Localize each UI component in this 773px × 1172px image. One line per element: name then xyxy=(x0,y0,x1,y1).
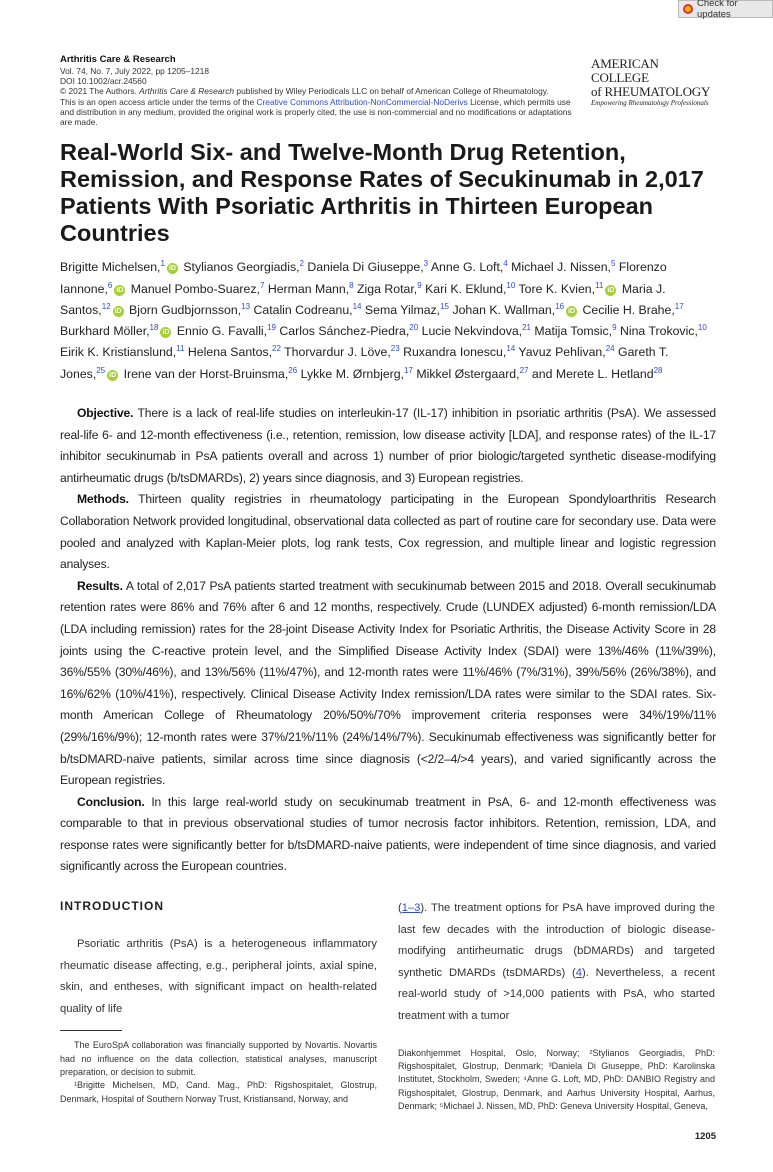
author-name: Ennio G. Favalli, xyxy=(176,324,268,339)
logo-line2: of RHEUMATOLOGY xyxy=(591,84,711,99)
author-name: Florenzo Iannone, xyxy=(60,260,667,296)
intro-text-2: . Nevertheless, a recent real-world study of >14,000 patients with PsA, who started treatment with a tumor xyxy=(398,966,715,1023)
article-title: Real-World Six- and Twelve-Month Drug Retention, Remission, and Response Rates of Secukinumab in 2,017 Patients With Psoriatic Arthritis in Thirteen European Countries xyxy=(60,139,704,247)
author-name: Cecilie H. Brahe, xyxy=(582,302,675,317)
license-link[interactable]: Creative Commons Attribution-NonCommercial-NoDerivs xyxy=(256,96,468,107)
author-affiliation[interactable]: 17 xyxy=(674,301,684,311)
author-name: Nina Trokovic, xyxy=(619,324,698,339)
abstract-results xyxy=(60,576,716,792)
intro-text: . The treatment options for PsA have improved during the last few decades with the introduction of biologic disease-modifying antirheumatic drugs (bDMARDs) and targeted synthetic DMARDs (tsDMARDs) xyxy=(398,902,715,979)
author-name: Ruxandra Ionescu, xyxy=(403,345,507,360)
journal-name: Arthritis Care & Research xyxy=(60,54,176,65)
author-affiliation[interactable]: 8 xyxy=(349,280,354,290)
author-affiliation[interactable]: 25 xyxy=(96,365,106,375)
author-name: Daniela Di Giuseppe, xyxy=(307,260,424,275)
author-affiliation[interactable]: 16 xyxy=(555,301,565,311)
footnotes-right: Diakonhjemmet Hospital, Oslo, Norway; ²Stylianos Georgiadis, PhD: Rigshospitalet, Glostrup, Denmark; ³Daniela Di Giuseppe, PhD: Karolinska Institutet, Stockholm, Sweden; ⁴Anne G. Loft, MD, PhD: DANBIO Registry and Rigshospitalet, Glostrup, Denmark, and Aarhus University Hospital, Aarhus, Denmark; ⁵Michael J. Nissen, MD, PhD: Geneva University Hospital, Geneva, xyxy=(398,1047,715,1111)
author-affiliation[interactable]: 10 xyxy=(506,280,516,290)
author-affiliation[interactable]: 15 xyxy=(440,301,450,311)
abstract-text: In this large real-world study on secukinumab treatment in PsA, 6- and 12-month effectiveness was comparable to that in previous observational studies of tumor necrosis factor inhibitors. Retention, remission, LDA, and response rates were significantly better for b/tsDMARD-naive patients, were independent of time since diagnosis, and varied significantly across the European countries. xyxy=(60,794,716,874)
author-name: Michael J. Nissen, xyxy=(511,260,611,275)
author-name: Mikkel Østergaard, xyxy=(416,366,520,381)
author-name: Johan K. Wallman, xyxy=(452,302,556,317)
abstract-objective xyxy=(60,403,716,489)
page-header xyxy=(60,54,716,127)
author-name: Manuel Pombo-Suarez, xyxy=(130,281,260,296)
orcid-icon[interactable]: iD xyxy=(568,307,576,315)
author-affiliation[interactable]: 19 xyxy=(267,323,276,333)
intro-paragraph: Psoriatic arthritis (PsA) is a heterogeneous inflammatory rheumatic disease affecting, e.g., peripheral joints, axial spine, skin, and entheses, with significant impact on health-related quality of life xyxy=(60,938,377,1015)
author-name: Ziga Rotar, xyxy=(357,281,418,296)
author-name: Carlos Sánchez-Piedra, xyxy=(279,324,410,339)
author-affiliation[interactable]: 9 xyxy=(612,323,617,333)
acr-logo xyxy=(591,57,716,107)
affiliation-note: ¹Brigitte Michelsen, MD, Cand. Mag., PhD: Rigshospitalet, Glostrup, Denmark, Hospital of Southern Norway Trust, Kristiansand, Norway, and xyxy=(60,1080,377,1104)
author-affiliation[interactable]: 7 xyxy=(259,280,265,290)
orcid-icon[interactable]: iD xyxy=(168,265,176,273)
author-affiliation[interactable]: 22 xyxy=(272,344,281,354)
author-name: Lucie Nekvindova, xyxy=(421,324,523,339)
author-affiliation[interactable]: 13 xyxy=(241,301,251,311)
orcid-icon[interactable]: iD xyxy=(116,286,124,294)
abstract-text: There is a lack of real-life studies on interleukin-17 (IL-17) inhibition in psoriatic arthritis (PsA). We assessed real-life 6- and 12-month effectiveness (i.e., retention, remission, low disease activity [LDA], and response rates) of the IL-17 inhibitor secukinumab in PsA patients overall and across 1) number of prior biologic/targeted synthetic disease-modifying antirheumatic drugs (b/tsDMARDs), 2) years since diagnosis, and 3) European registries. xyxy=(60,406,716,485)
left-column xyxy=(60,898,377,1113)
author-name: Catalin Codreanu, xyxy=(253,302,353,317)
author-name: Bjorn Gudbjornsson, xyxy=(129,302,242,317)
author-affiliation[interactable]: 5 xyxy=(610,259,616,269)
orcid-icon[interactable]: iD xyxy=(607,286,615,294)
citation-link[interactable]: 1–3 xyxy=(401,902,421,915)
author-name: Irene van der Horst-Bruinsma, xyxy=(123,366,289,381)
body-columns xyxy=(60,898,716,1113)
author-affiliation[interactable]: 18 xyxy=(149,323,159,333)
author-name: Tore K. Kvien, xyxy=(518,281,596,296)
author-affiliation[interactable]: 11 xyxy=(176,344,185,354)
body-column-left xyxy=(60,934,377,1020)
abstract-heading: Results. xyxy=(77,578,123,593)
author-affiliation[interactable]: 4 xyxy=(503,259,508,269)
author-affiliation[interactable]: 20 xyxy=(409,323,419,333)
abstract xyxy=(60,403,716,878)
body-column-right: (1–3). The treatment options for PsA have improved during the last few decades with the introduction of biologic disease-modifying antirheumatic drugs (bDMARDs) and targeted synthetic DMARDs (tsDMARDs) (4). Nevertheless, a recent real-world study of >14,000 patients with PsA, who started treatment with a tumor xyxy=(398,902,715,1023)
crossmark-icon xyxy=(683,4,693,14)
author-name: Gareth T. Jones, xyxy=(60,345,669,381)
abstract-text: A total of 2,017 PsA patients started treatment with secukinumab between 2015 and 2018. Overall secukinumab retention rates were 86% and 76% after 6 and 12 months, respectively. Crude (LUNDEX adjusted) 6-month remission/LDA (LDA including remission) rates for the 28-joint Disease Activity Index for Psoriatic Arthritis, the Disease Activity Score in 28 joints using the C-reactive protein level, and the Simplified Disease Activity Index (SDAI) were 13%/46% (11%/39%), 36%/55% (30%/46%), and 13%/56% (11%/47%), and 12-month rates were 11%/46% (7%/31%), 39%/56% (26%/38%), and 16%/62% (10%/41%), respectively. Clinical Disease Activity Index remission/LDA rates were similar to the SDAI rates. Six-month American College of Rheumatology 20%/50%/70% improvement criteria responses were 34%/19%/11% (29%/16%/9%); 12-month rates were 37%/21%/11% (24%/14%/7%). Secukinumab effectiveness was significantly better for b/tsDMARD-naive patients, similar across time since diagnosis (<2/2–4/>4 years), and varied significantly across the European registries. xyxy=(60,578,716,788)
author-affiliation[interactable]: 14 xyxy=(506,344,516,354)
abstract-text: Thirteen quality registries in rheumatology participating in the European Spondyloarthritis Research Collaboration Network provided longitudinal, observational data collected as part of routine care for secondary use. Data were pooled and analyzed with Kaplan-Meier plots, log rank tests, Cox regression, and multiple linear and logistic regression analyses. xyxy=(60,492,716,572)
copyright-text: © 2021 The Authors. xyxy=(60,86,140,97)
author-affiliation[interactable]: 17 xyxy=(404,365,413,375)
page-number: 1205 xyxy=(694,1131,716,1143)
copyright-text-2: published by Wiley Periodicals LLC on behalf of American College of Rheumatology. xyxy=(234,86,549,97)
author-name: Lykke M. Ørnbjerg, xyxy=(300,366,405,381)
author-affiliation[interactable]: 9 xyxy=(417,280,422,290)
funding-note: The EuroSpA collaboration was financially supported by Novartis. Novartis had no influence on the data collection, statistical analyses, manuscript preparation, or decision to submit. xyxy=(60,1040,377,1078)
right-column xyxy=(398,898,715,1113)
license-notice xyxy=(60,97,579,128)
author-affiliation[interactable]: 11 xyxy=(595,280,604,290)
author-affiliation[interactable]: 14 xyxy=(352,301,362,311)
author-affiliation[interactable]: 12 xyxy=(101,301,111,311)
journal-volume: Vol. 74, No. 7, July 2022, pp 1205–1218 xyxy=(60,66,210,76)
author-name: Kari K. Eklund, xyxy=(425,281,507,296)
author-affiliation[interactable]: 24 xyxy=(605,344,615,354)
citation-link[interactable]: 4 xyxy=(575,966,582,979)
author-name: Burkhard Möller, xyxy=(60,324,150,339)
author-affiliation[interactable]: 27 xyxy=(519,365,529,375)
author-name: Maria J. Santos, xyxy=(60,281,666,317)
author-affiliation[interactable]: 2 xyxy=(299,259,304,269)
author-name: Yavuz Pehlivan, xyxy=(518,345,606,360)
author-affiliation[interactable]: 28 xyxy=(653,365,663,375)
author-affiliation[interactable]: 1 xyxy=(160,259,165,269)
abstract-methods xyxy=(60,489,716,575)
section-heading-introduction: INTRODUCTION xyxy=(60,899,164,914)
check-for-updates-button[interactable] xyxy=(678,0,773,18)
orcid-icon[interactable]: iD xyxy=(109,371,117,379)
author-name: and Merete L. Hetland xyxy=(531,366,654,381)
author-name: Helena Santos, xyxy=(187,345,273,360)
abstract-heading: Objective. xyxy=(77,406,134,420)
author-name: Thorvardur J. Löve, xyxy=(284,345,391,360)
author-name: Anne G. Loft, xyxy=(430,260,504,275)
author-name: Eirik K. Kristianslund, xyxy=(60,345,177,360)
abstract-heading: Conclusion. xyxy=(77,794,145,809)
author-affiliation[interactable]: 26 xyxy=(288,365,298,375)
author-name: Sema Yilmaz, xyxy=(364,302,441,317)
author-affiliation[interactable]: 3 xyxy=(423,259,429,269)
author-affiliation[interactable]: 6 xyxy=(107,280,113,290)
copyright-journal: Arthritis Care & Research xyxy=(139,86,235,97)
author-affiliation[interactable]: 23 xyxy=(390,344,400,354)
journal-doi: DOI 10.1002/acr.24560 xyxy=(60,76,147,87)
orcid-icon[interactable]: iD xyxy=(114,307,122,315)
author-name: Brigitte Michelsen, xyxy=(60,260,161,275)
license-text-2: License, which permits use and distribution in any medium, provided the original work is properly cited, the use is non-commercial and no modifications or adaptations are made. xyxy=(60,96,572,128)
journal-header xyxy=(60,54,579,127)
copyright-notice xyxy=(60,86,579,96)
logo-tagline: Empowering Rheumatology Professionals xyxy=(591,99,709,107)
author-name: Stylianos Georgiadis, xyxy=(183,260,300,275)
footnote-divider xyxy=(60,1030,122,1031)
check-for-updates-label: Check for updates xyxy=(697,0,738,20)
author-list xyxy=(60,257,716,385)
footnotes-left xyxy=(60,1039,377,1105)
orcid-icon[interactable]: iD xyxy=(162,329,170,337)
abstract-heading: Methods. xyxy=(77,492,129,507)
logo-line1: AMERICAN COLLEGE xyxy=(591,56,659,85)
author-affiliation[interactable]: 21 xyxy=(522,323,531,333)
license-text: This is an open access article under the terms of the xyxy=(60,96,257,107)
author-name: Herman Mann, xyxy=(267,281,350,296)
abstract-conclusion xyxy=(60,792,716,878)
author-affiliation[interactable]: 10 xyxy=(697,323,707,333)
author-name: Matija Tomsic, xyxy=(534,324,613,339)
